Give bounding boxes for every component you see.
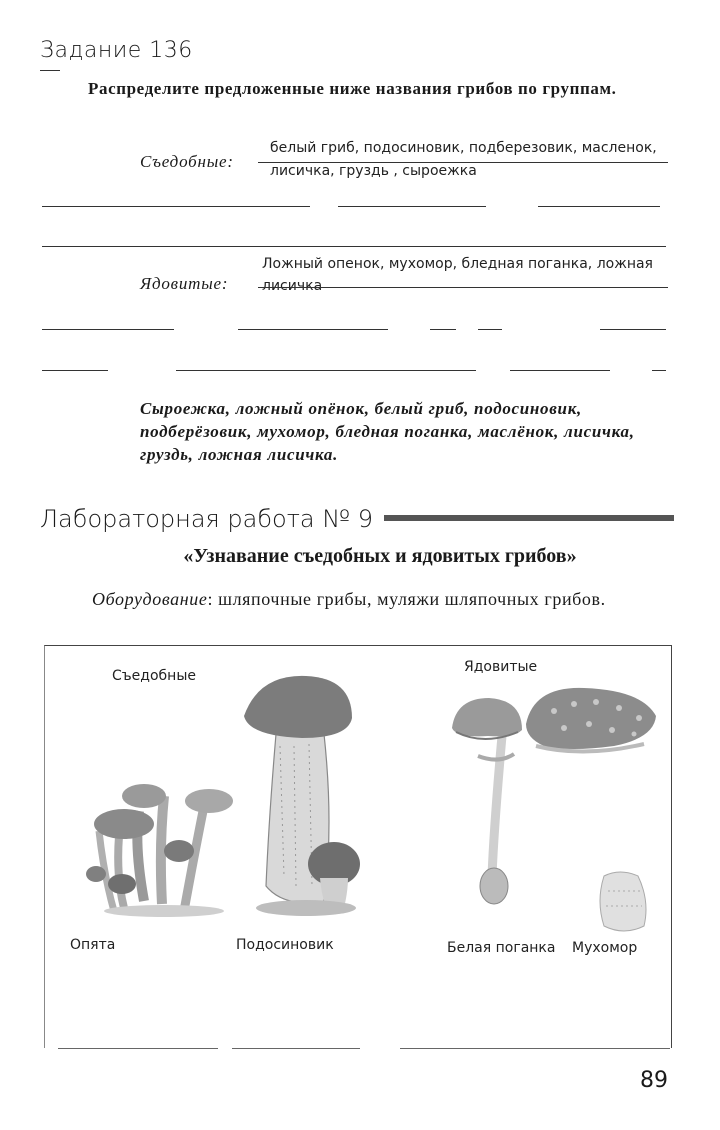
task-instruction: Распределите предложенные ниже названия грибов по группам. <box>88 79 617 98</box>
answer-line <box>258 287 668 288</box>
lab-title-rule <box>384 515 674 521</box>
equipment-text: : шляпочные грибы, муляжи шляпочных грибов. <box>207 589 606 609</box>
answer-line <box>238 329 388 330</box>
caption-podosinovik: Подосиновик <box>236 937 334 953</box>
answer-line <box>430 329 456 330</box>
answer-line <box>538 206 660 207</box>
answer-line <box>478 329 502 330</box>
caption-opyata: Опята <box>70 937 116 953</box>
task-title: Задание 136 <box>40 38 193 63</box>
answer-line <box>510 370 610 371</box>
poison-heading: Ядовитые <box>464 659 538 675</box>
podosinovik-illustration <box>244 676 360 916</box>
answer-line <box>42 246 666 247</box>
answer-line <box>600 329 666 330</box>
edible-answer-line2: лисичка, груздь , сыроежка <box>270 163 477 179</box>
figure-bottom-line <box>232 1048 360 1049</box>
equipment <box>92 588 677 611</box>
mushroom-list: Сыроежка, ложный опёнок, белый гриб, подосиновик, подберёзовик, мухомор, бледная поганка, маслёнок, лисичка, груздь, ложная лисичка. <box>140 399 635 464</box>
lab-subtitle: «Узнавание съедобных и ядовитых грибов» <box>183 545 577 567</box>
answer-line <box>652 370 666 371</box>
caption-muhomor: Мухомор <box>572 940 638 956</box>
caption-belaya-poganka: Белая поганка <box>447 940 556 956</box>
title-underline <box>40 70 60 71</box>
answer-line <box>42 370 108 371</box>
answer-line <box>338 206 486 207</box>
edible-label: Съедобные: <box>140 152 234 171</box>
poison-label: Ядовитые: <box>140 274 229 293</box>
lab-title: Лабораторная работа № 9 <box>40 505 374 533</box>
poison-answer-line1: Ложный опенок, мухомор, бледная поганка, ложная <box>262 256 653 272</box>
answer-line <box>42 329 174 330</box>
answer-line <box>176 370 476 371</box>
page-number: 89 <box>640 1068 668 1093</box>
edible-answer-line1: белый гриб, подосиновик, подберезовик, масленок, <box>270 140 657 156</box>
poison-answer-line2: лисичка <box>262 278 323 294</box>
answer-line <box>42 206 310 207</box>
equipment-label: Оборудование <box>92 589 208 609</box>
opyata-illustration <box>86 784 233 917</box>
muhomor-illustration <box>526 688 656 931</box>
figure-bottom-line <box>400 1048 670 1049</box>
figure-bottom-line <box>58 1048 218 1049</box>
mushroom-illustrations <box>44 646 670 946</box>
belaya-poganka-illustration <box>452 698 522 904</box>
edible-heading: Съедобные <box>112 668 196 684</box>
